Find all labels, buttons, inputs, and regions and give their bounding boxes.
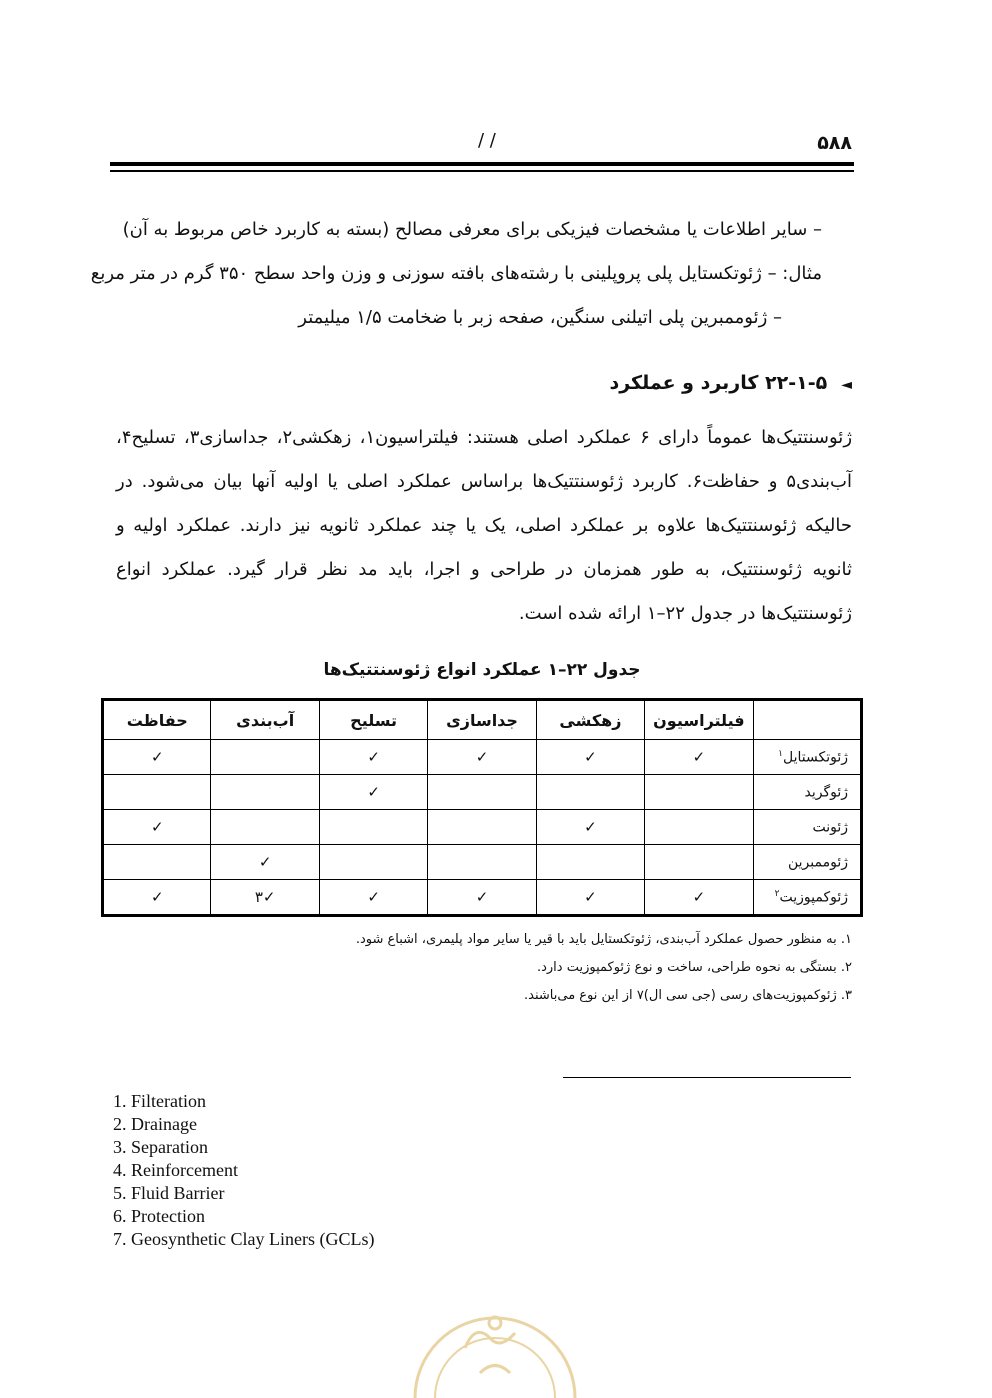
- page-number: ۵۸۸: [817, 132, 852, 154]
- table-row: [103, 775, 862, 810]
- row-label-text: ژئوممبرین: [788, 854, 848, 871]
- table-cell: [645, 845, 753, 880]
- table-cell: [319, 810, 427, 845]
- section-heading-text: ۲۲-۱-۵ کاربرد و عملکرد: [609, 372, 828, 394]
- footnotes: [113, 1090, 374, 1251]
- table-row: [103, 880, 862, 916]
- table-cell: [645, 810, 753, 845]
- table-header-cell: آب‌بندی: [211, 700, 319, 740]
- row-label-text: ژئوکمپوزیت: [779, 889, 848, 906]
- table-cell: [645, 775, 753, 810]
- table-note-3: ۳. ژئوکمپوزیت‌های رسی (جی سی ال)۷ از این نوع می‌باشند.: [524, 988, 852, 1003]
- table-row: [103, 740, 862, 775]
- table-cell: ✓: [645, 880, 753, 916]
- row-label-text: ژئوگرید: [804, 784, 848, 801]
- table-header-cell: جداسازی: [428, 700, 536, 740]
- table-cell: ✓: [103, 810, 211, 845]
- table-row: [103, 810, 862, 845]
- table-cell: [428, 845, 536, 880]
- table-header-cell: حفاظت: [103, 700, 211, 740]
- body-paragraph: [116, 416, 852, 636]
- row-label: [753, 845, 861, 880]
- section-heading: [609, 372, 852, 394]
- table-header-row: [103, 700, 862, 740]
- table-cell: ✓: [103, 740, 211, 775]
- footnote-separator: [563, 1077, 851, 1078]
- footnote-item: 5. Fluid Barrier: [113, 1183, 225, 1203]
- table-cell: [428, 775, 536, 810]
- table-cell: [103, 845, 211, 880]
- footnote-item: 3. Separation: [113, 1137, 208, 1157]
- table-cell: ✓: [319, 740, 427, 775]
- table-cell: ✓: [536, 810, 644, 845]
- table-cell: ✓: [536, 880, 644, 916]
- table-cell: [536, 845, 644, 880]
- footnote-item: 1. Filteration: [113, 1091, 206, 1111]
- table-cell: ✓: [645, 740, 753, 775]
- row-label-footnote: ۲: [774, 888, 780, 899]
- footnote-item: 2. Drainage: [113, 1114, 197, 1134]
- table-note-2: ۲. بستگی به نحوه طراحی، ساخت و نوع ژئوکمپوزیت دارد.: [536, 960, 852, 975]
- table-header-cell: [753, 700, 861, 740]
- table-cell: [319, 845, 427, 880]
- row-label-footnote: ۱: [778, 748, 783, 759]
- table-title: جدول ۲۲–۱ عملکرد انواع ژئوسنتتیک‌ها: [323, 660, 641, 680]
- function-table: [101, 698, 863, 917]
- table-cell: [536, 775, 644, 810]
- row-label-text: ژئوتکستایل: [783, 749, 848, 766]
- triangle-marker-icon: ◄: [841, 377, 852, 393]
- row-label: [753, 880, 861, 916]
- footnote-item: 4. Reinforcement: [113, 1160, 238, 1180]
- row-label: [753, 775, 861, 810]
- table-cell: ✓: [211, 845, 319, 880]
- paragraph-text: ژئوسنتتیک‌ها عموماً دارای ۶ عملکرد اصلی هستند: فیلتراسیون۱، زهکشی۲، جداسازی۳، تسلیح۴، آب‌بندی۵ و حفاظت۶. کاربرد ژئوسنتتیک‌ها براساس عملکرد اصلی یا اولیه آنها بیان می‌شود. در حالیکه ژئوسنتتیک‌ها علاوه بر عملکرد اصلی، یک یا چند عملکرد ثانویه نیز دارند. عملکرد اولیه و ثانویه ژئوسنتتیک، به طور همزمان در طراحی و اجرا، باید مد نظر قرار گیرد. عملکرد انواع ژئوسنتتیک‌ها در جدول ۲۲–۱ ارائه شده است.: [116, 427, 853, 624]
- table-cell: [103, 775, 211, 810]
- table-row: [103, 845, 862, 880]
- table-header-cell: تسلیح: [319, 700, 427, 740]
- table-cell: ✓: [319, 880, 427, 916]
- table-cell: ✓: [536, 740, 644, 775]
- footnote-item: 6. Protection: [113, 1206, 205, 1226]
- table-cell: ✓: [319, 775, 427, 810]
- table-cell: ✓: [103, 880, 211, 916]
- publisher-logo-watermark-icon: [395, 1278, 595, 1398]
- table-cell: ✓۳: [211, 880, 319, 916]
- table-header-cell: فیلتراسیون: [645, 700, 753, 740]
- table-note-1: ۱. به منظور حصول عملکرد آب‌بندی، ژئوتکستایل باید با قیر یا سایر مواد پلیمری، اشباع شود.: [355, 932, 852, 947]
- header-rule-thick: [110, 162, 854, 166]
- footnote-item: 7. Geosynthetic Clay Liners (GCLs): [113, 1229, 375, 1249]
- body-line-1: – سایر اطلاعات یا مشخصات فیزیکی برای معرفی مصالح (بسته به کاربرد خاص مربوط به آن): [122, 219, 822, 240]
- body-line-3: – ژئوممبرین پلی اتیلنی سنگین، صفحه زبر با ضخامت ۱/۵ میلیمتر: [298, 307, 782, 328]
- header-mark: / /: [478, 130, 496, 151]
- body-line-2: مثال: – ژئوتکستایل پلی پروپلینی با رشته‌های بافته سوزنی و وزن واحد سطح ۳۵۰ گرم در متر مربع: [90, 263, 822, 284]
- row-label: [753, 740, 861, 775]
- table-cell: ✓: [428, 880, 536, 916]
- table-cell: [428, 810, 536, 845]
- row-label: [753, 810, 861, 845]
- table-cell: [211, 775, 319, 810]
- table-cell: [211, 810, 319, 845]
- table-cell: [211, 740, 319, 775]
- header-rule-thin: [110, 170, 854, 172]
- row-label-text: ژئونت: [812, 819, 848, 836]
- table-header-cell: زهکشی: [536, 700, 644, 740]
- table-cell: ✓: [428, 740, 536, 775]
